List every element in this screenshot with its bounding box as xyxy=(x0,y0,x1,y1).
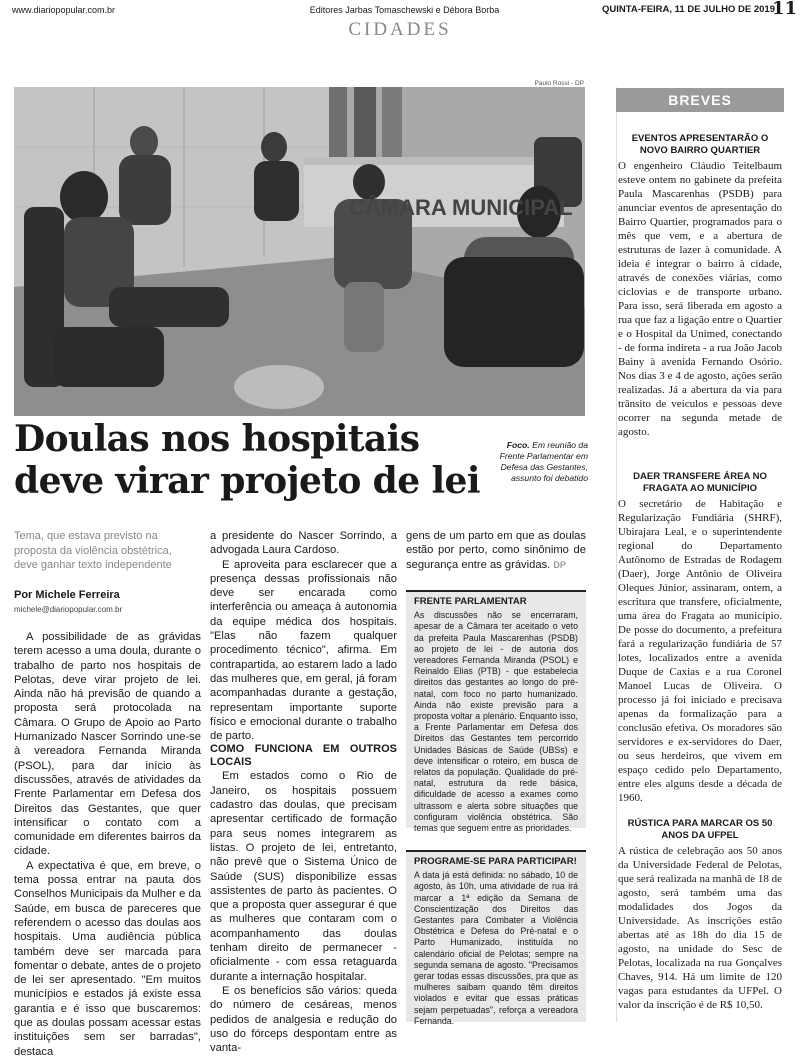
paragraph: Em estados como o Rio de Janeiro, os hospitais possuem cadastro das doulas, que precisam apresentar certificado de formação para seus nomes integrarem as listas. O projeto de lei, entretanto, não prevê que o Sistema Único de Saúde (SUS) disponibilize essas assistentes de parto às pacientes. O que a proposta quer assegurar é que as mulheres que contaram com o acompanhamento das doulas tenham direito de permanecer - oficialmente - com essa retaguarda durante a internação hospitalar. xyxy=(210,770,397,983)
page-number: 11 xyxy=(771,0,797,19)
programe-se-box xyxy=(406,850,586,1026)
article-column-1 xyxy=(14,630,201,1059)
page-header xyxy=(12,0,797,18)
brief-item xyxy=(618,133,782,439)
article-column-3 xyxy=(406,529,586,572)
breves-label: BREVES xyxy=(616,88,784,112)
author-email[interactable]: michele@diariopopular.com.br xyxy=(14,605,123,614)
headline-line-2: deve virar projeto de lei xyxy=(14,460,480,502)
council-sign: CÂMARA MUNICIPAL xyxy=(349,195,573,220)
meeting-photo-illustration xyxy=(14,87,585,416)
byline: Por Michele Ferreira xyxy=(14,589,120,601)
paragraph: E os benefícios são vários: queda do número de cesáreas, menos pedidos de analgesia e redução do uso do fórceps despontam entre as vanta- xyxy=(210,984,397,1055)
section-title: CIDADES xyxy=(348,19,452,40)
brief-title: DAER TRANSFERE ÁREA NO FRAGATA AO MUNICÍPIO xyxy=(633,471,767,494)
paragraph: a presidente do Nascer Sorrindo, a advogada Laura Cardoso. xyxy=(210,530,397,557)
box-text: As discussões não se encerraram, apesar de a Câmara ter aceitado o veto da prefeita Paula Mascarenhas (PSDB) ao projeto de lei - de autoria dos vereadores Fernanda Miranda (PSOL) e Reinaldo Elias (PTB) - que estabelecia direitos das gestantes ao longo do pré-natal, com foco no parto humanizado. Ainda não existe previsão para a proposta voltar a plenário. Enquanto isso, a Frente Parlamentar em Defesa dos Direitos das Gestantes tem percorrido Unidades Básicas de Saúde (UBSs) e deve intensificar o roteiro, em busca de relatos da população. Qualidade do pré-natal, estrutura da rede básica, dificuldade de acesso a exames como ultrassom e alerta sobre situações que configuram violência obstétrica. São temas que seguem entre as prioridades. xyxy=(414,610,578,834)
brief-text: O secretário de Habitação e Regularização Fundiária (SHRF), Ubirajara Leal, e o superintendente regional do Departamento Autônomo de Estradas de Rodagem (Daer), Jorge Antônio de Oliveira Oleques Júnior, assinaram, ontem, a escritura que transfere, oficialmente, uma área do Fragata ao município. De posse do documento, a prefeitura fará a regularização fundiária de 57 lotes, localizados entre a avenida Duque de Caxias e a rua Coronel Manoel Lucas de Oliveira. O processo já foi iniciado e precisava apenas da formalização para a conclusão efetiva. Os moradores são servidores e ex-servidores do Daer, ou seus herdeiros, que vivem em espaço cedido pelo Departamento, entre eles alguns desde a década de 1960. xyxy=(618,498,782,804)
brief-item xyxy=(618,471,782,805)
brief-title: RÚSTICA PARA MARCAR OS 50 ANOS DA UFPEL xyxy=(627,818,773,841)
box-title: PROGRAME-SE PARA PARTICIPAR! xyxy=(414,856,577,867)
box-text: A data já está definida: no sábado, 10 de agosto, às 10h, uma atividade de rua irá marcar a 1ª edição da Semana de Conscientização dos Direitos das Gestantes para Combater a Violência Obstétrica e Defesa do Pré-natal e o Parto Humanizado, instituída no calendário oficial de Pelotas; sempre na segunda semana de agosto. "Precisamos gerar todas essas discussões, pra que as mulheres saibam quando têm direitos violados e evitar que essas práticas sejam perpetuadas", reforça a vereadora Fernanda. xyxy=(414,870,578,1026)
subheading: COMO FUNCIONA EM OUTROS LOCAIS xyxy=(210,743,397,769)
brief-text: O engenheiro Cláudio Teitelbaum esteve ontem no gabinete da prefeita Paula Mascarenhas (PSDB) para anunciar eventos de apresentação do Bairro Quartier, programados para o mês que vem, e a abertura de estruturas de lazer à comunidade. A ideia é integrar o bairro à cidade, através de conexões viárias, como ciclovias e de transporte urbano. Para isso, será liberada em agosto a rua que faz a ligação entre o Quartier e o Hospital da Unimed, conectando - de forma indireta - a rua João Jacob Bainy à avenida Fernando Osório. Nos dias 3 e 4 de agosto, ações serão realizadas. Já a abertura da via para trânsito de veículos e pessoas deve ocorrer na segunda metade de agosto. xyxy=(618,160,782,438)
article-column-2 xyxy=(210,529,397,1055)
photo-credit: Paulo Rossi - DP xyxy=(534,80,584,87)
paragraph: E aproveita para esclarecer que a presença dessas profissionais não deve ser encarada como interferência ou ameaça à autonomia da equipe médica dos hospitais. "Elas não fazem qualquer procedimento técnico", afirma. Em contrapartida, ao estarem lado a lado das mulheres que, em geral, já foram acompanhadas durante a gestação, representam importante suporte físico e emocional durante o trabalho de parto. xyxy=(210,558,397,743)
headline xyxy=(14,418,504,502)
article-deck: Tema, que estava previsto na proposta da violência obstétrica, deve ganhar texto independente xyxy=(14,530,172,571)
box-title: FRENTE PARLAMENTAR xyxy=(414,596,527,607)
brief-title: EVENTOS APRESENTARÃO O NOVO BAIRRO QUARTIER xyxy=(631,133,769,156)
headline-line-1: Doulas nos hospitais xyxy=(14,418,420,460)
paragraph: A expectativa é que, em breve, o tema possa entrar na pauta dos Conselhos Municipais da Mulher e da Saúde, em busca de pareceres que referendem o acesso das doulas aos hospitais. Uma audiência pública também deve ser marcada para fomentar o debate, antes de o projeto de lei ser apresentado. "Em muitos municípios e estados já existe essa garantia e é isso que buscaremos: que as doulas possam acessar estas instituições sem ser barradas", destaca xyxy=(14,859,201,1058)
photo-caption xyxy=(490,440,588,484)
brief-text: A rústica de celebração aos 50 anos da Universidade Federal de Pelotas, que será realizada na manhã de 18 de agosto, será também uma das modalidades dos Jogos da Universidade. As inscrições estão abertas até as 18h do dia 15 de agosto, na unidade do Sesc de Pelotas, localizada na rua Gonçalves Chaves, 914. Há um limite de 120 vagas para estudantes da UFPel. O valor da inscrição é de R$ 10,50. xyxy=(618,845,782,1011)
site-url[interactable]: www.diariopopular.com.br xyxy=(12,5,116,15)
editors-line: Editores Jarbas Tomaschewski e Débora Borba xyxy=(309,5,500,15)
brief-item xyxy=(618,818,782,1012)
caption-text: Em reunião da Frente Parlamentar em Defesa das Gestantes, assunto foi debatido xyxy=(499,440,588,483)
end-mark: DP xyxy=(553,559,566,570)
paragraph xyxy=(406,529,586,572)
caption-lead: Foco. xyxy=(506,440,530,450)
meeting-photo xyxy=(14,87,585,416)
paragraph: A possibilidade de as grávidas terem acesso a uma doula, durante o trabalho de parto nos hospitais de Pelotas, deve virar projeto de lei. Ainda não há previsão de quando a proposta será protocolada na Câmara. O Grupo de Apoio ao Parto Humanizado Nascer Sorrindo une-se à vereadora Fernanda Miranda (PSOL), para dar início às discussões, através de atividades da Frente Parlamentar em Defesa dos Direitos das Gestantes, que quer intensificar o contato com a comunidade em diferentes bairros da cidade. xyxy=(14,631,201,858)
frente-parlamentar-box xyxy=(406,590,586,834)
issue-date: QUINTA-FEIRA, 11 DE JULHO DE 2019 xyxy=(602,4,775,15)
paragraph-text: gens de um parto em que as doulas estão por perto, como sinônimo de segurança entre as grávidas. xyxy=(406,530,586,571)
